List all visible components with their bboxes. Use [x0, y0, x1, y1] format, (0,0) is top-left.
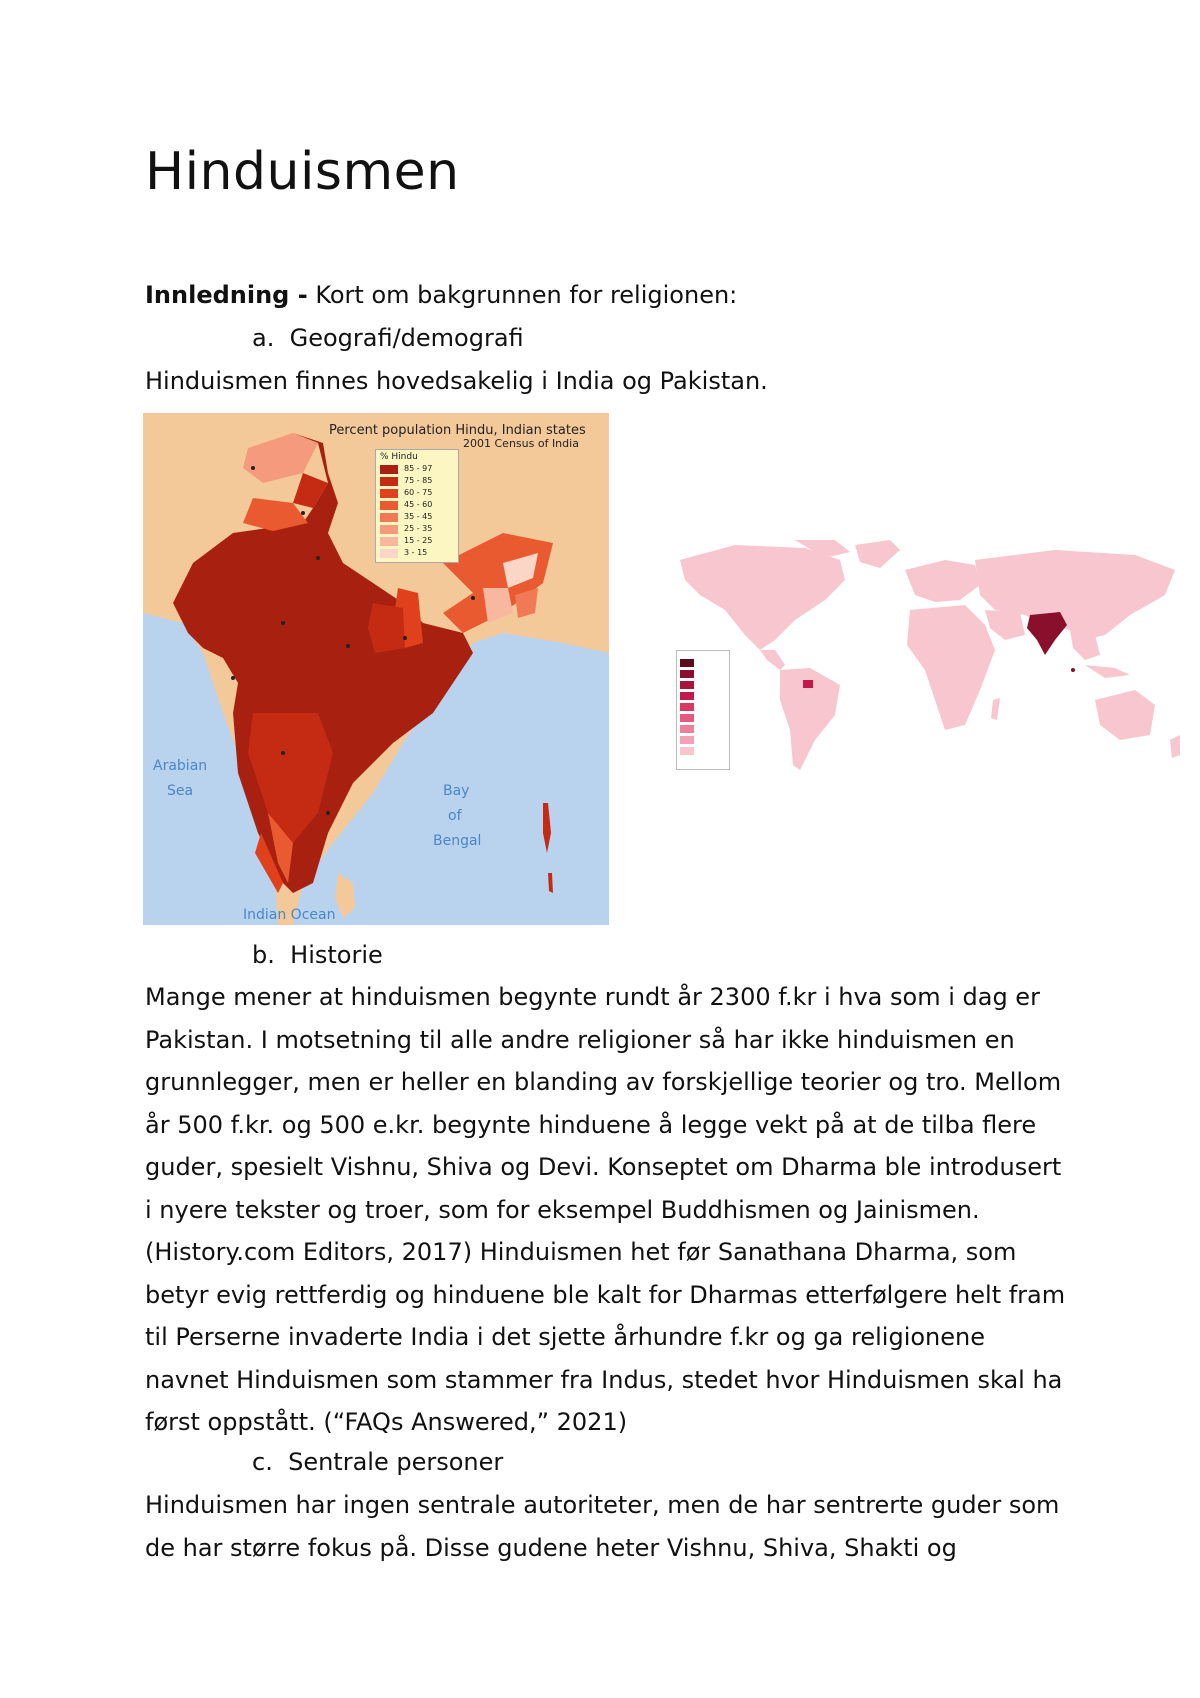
geografi-paragraph: Hinduismen finnes hovedsakelig i India og Pakistan. [145, 367, 768, 395]
world-legend-swatch [680, 714, 694, 722]
legend-label: 60 - 75 [404, 488, 433, 497]
legend-label: 3 - 15 [404, 548, 428, 557]
legend-swatch [380, 513, 398, 522]
list-marker: c. [252, 1448, 273, 1476]
legend-row [380, 536, 454, 547]
sea-label-bay: Bay [443, 783, 470, 799]
india-map-legend [375, 449, 459, 563]
list-marker: a. [252, 324, 275, 352]
intro-label: Innledning - [145, 281, 308, 309]
section-heading-geografi [252, 323, 524, 353]
intro-text: Kort om bakgrunnen for religionen: [307, 281, 738, 309]
legend-swatch [380, 477, 398, 486]
sentrale-personer-paragraph: Hinduismen har ingen sentrale autoriteter, men de har sentrerte guder som de har større fokus på. Disse gudene heter Vishnu, Shiva, Shakti og [145, 1491, 1060, 1562]
legend-swatch [380, 537, 398, 546]
world-legend-swatch [680, 747, 694, 755]
world-legend-swatch [680, 692, 694, 700]
sea-label-of: of [448, 808, 462, 824]
legend-row [380, 476, 454, 487]
world-hindu-distribution-map [675, 540, 1185, 780]
page-title: Hinduismen [145, 142, 460, 202]
india-map-title: Percent population Hindu, Indian states [329, 423, 586, 438]
legend-swatch [380, 549, 398, 558]
legend-label: 85 - 97 [404, 464, 433, 473]
intro-line [145, 280, 737, 310]
legend-swatch [380, 465, 398, 474]
world-legend-swatch [680, 670, 694, 678]
legend-row [380, 512, 454, 523]
legend-label: 25 - 35 [404, 524, 433, 533]
legend-swatch [380, 489, 398, 498]
legend-swatch [380, 525, 398, 534]
legend-title: % Hindu [380, 452, 418, 462]
legend-label: 15 - 25 [404, 536, 433, 545]
section-heading-text: Historie [290, 941, 383, 969]
sea-label-indian-ocean: Indian Ocean [243, 907, 336, 923]
sea-label-sea: Sea [167, 783, 194, 799]
world-legend-swatch [680, 736, 694, 744]
legend-label: 45 - 60 [404, 500, 433, 509]
world-legend-swatch [680, 703, 694, 711]
historie-paragraph: Mange mener at hinduismen begynte rundt år 2300 f.kr i hva som i dag er Pakistan. I motsetning til alle andre religioner så har ikke hinduismen en grunnlegger, men er heller en blanding av forskjellige teorier og tro. Mellom år 500 f.kr. og 500 e.kr. begynte hinduene å legge vekt på at de tilba flere guder, spesielt Vishnu, Shiva og Devi. Konseptet om Dharma ble introdusert i nyere tekster og troer, som for eksempel Buddhismen og Jainismen. (History.com Editors, 2017) Hinduismen het før Sanathana Dharma, som betyr evig rettferdig og hinduene ble kalt for Dharmas etterfølgere helt fram til Perserne invaderte India i det sjette århundre f.kr og ga religionene navnet Hinduismen som stammer fra Indus, stedet hvor Hinduismen skal ha først oppstått. (“FAQs Answered,” 2021) [145, 983, 1066, 1436]
legend-swatch [380, 501, 398, 510]
legend-row [380, 524, 454, 535]
world-legend-swatch [680, 659, 694, 667]
india-hindu-population-map [143, 413, 609, 925]
section-heading-sentrale-personer [252, 1447, 503, 1477]
world-map-legend [676, 650, 730, 770]
section-heading-text: Sentrale personer [288, 1448, 504, 1476]
legend-label: 75 - 85 [404, 476, 433, 485]
world-legend-swatch [680, 681, 694, 689]
list-marker: b. [252, 941, 275, 969]
legend-row [380, 500, 454, 511]
section-heading-text: Geografi/demografi [289, 324, 524, 352]
legend-row [380, 548, 454, 559]
sea-label-bengal: Bengal [433, 833, 482, 849]
legend-label: 35 - 45 [404, 512, 433, 521]
sea-label-arabian: Arabian [153, 758, 208, 774]
section-heading-historie [252, 940, 383, 970]
india-map-subtitle: 2001 Census of India [463, 437, 579, 450]
legend-row [380, 464, 454, 475]
world-legend-swatch [680, 725, 694, 733]
legend-row [380, 488, 454, 499]
